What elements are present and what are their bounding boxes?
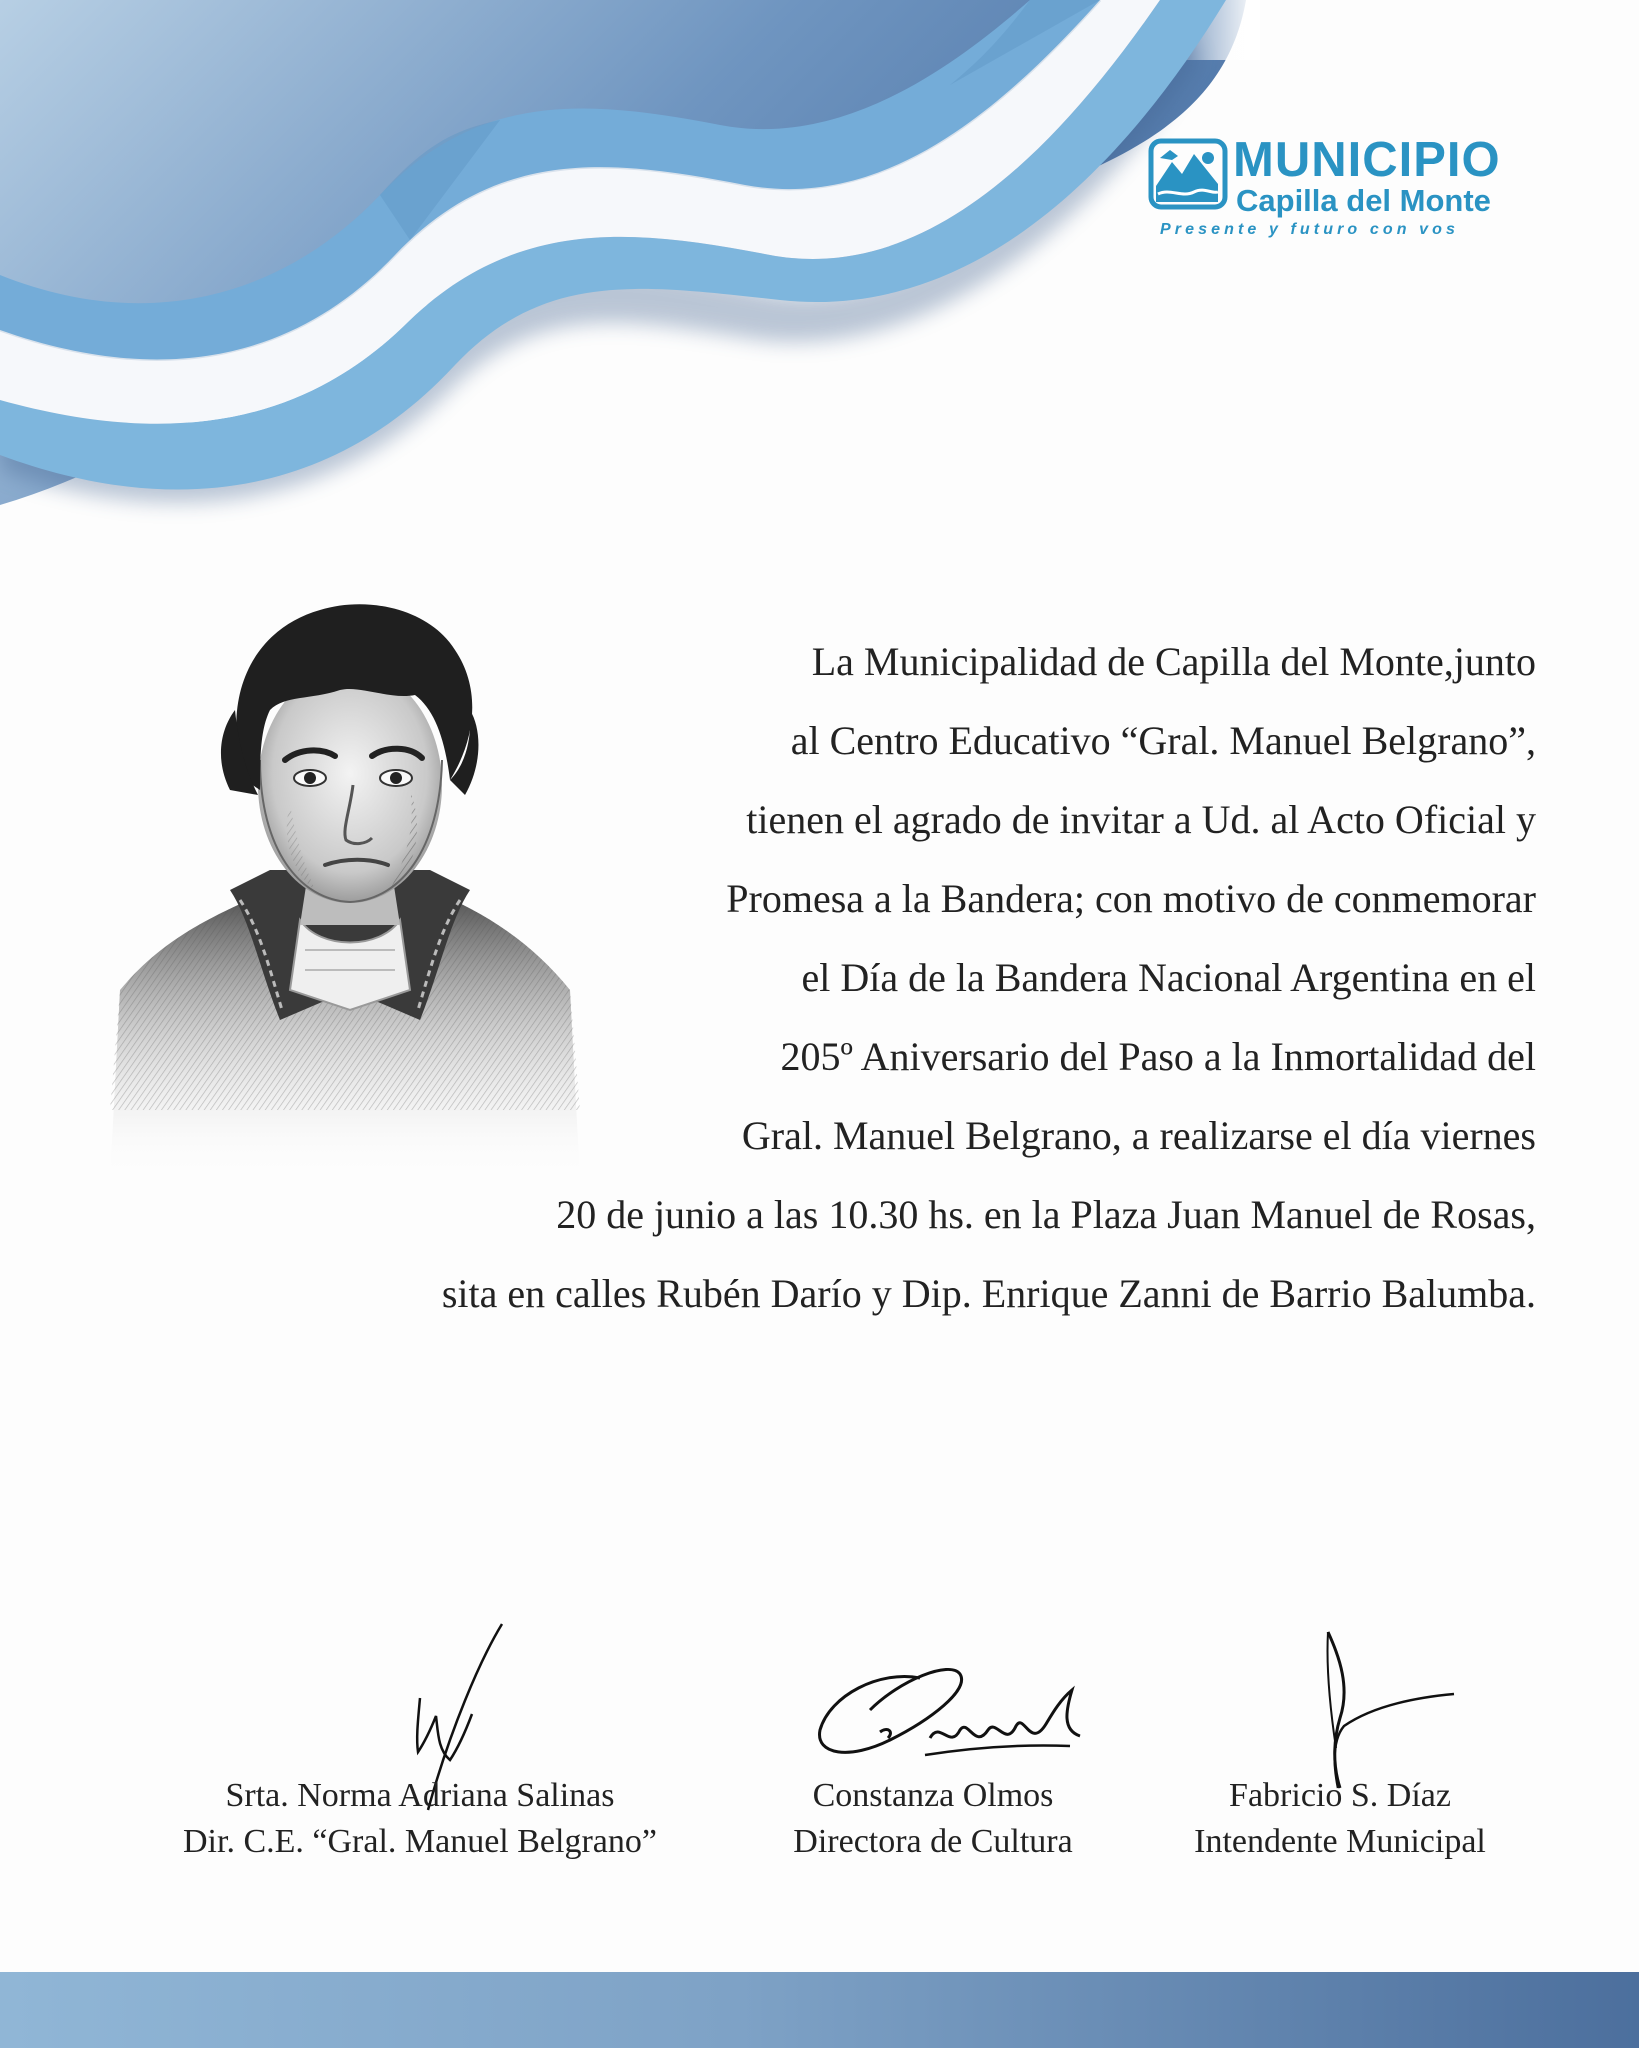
signatory-role: Directora de Cultura (793, 1823, 1073, 1860)
signature-olmos (810, 1660, 1090, 1770)
signatory-name: Constanza Olmos (812, 1777, 1054, 1814)
logo-tagline: Presente y futuro con vos (1160, 221, 1459, 238)
logo-title: MUNICIPIO (1233, 133, 1501, 187)
invitation-line: La Municipalidad de Capilla del Monte,junto (811, 639, 1536, 684)
logo-subtitle: Capilla del Monte (1236, 183, 1491, 218)
invitation-text (136, 622, 1536, 1333)
signatory-salinas (120, 1773, 720, 1865)
signatory-role: Intendente Municipal (1194, 1823, 1486, 1860)
signatory-diaz (1090, 1773, 1590, 1865)
municipio-logo (1148, 132, 1538, 252)
invitation-line: sita en calles Rubén Darío y Dip. Enrique Zanni de Barrio Balumba. (441, 1271, 1536, 1316)
invitation-line: Promesa a la Bandera; con motivo de conmemorar (726, 876, 1536, 921)
invitation-line: tienen el agrado de invitar a Ud. al Acto Oficial y (746, 797, 1536, 842)
footer-bar (0, 1972, 1639, 2048)
signatory-role: Dir. C.E. “Gral. Manuel Belgrano” (183, 1823, 657, 1860)
invitation-line: el Día de la Bandera Nacional Argentina en el (801, 955, 1536, 1000)
invitation-line: 20 de junio a las 10.30 hs. en la Plaza Juan Manuel de Rosas, (556, 1192, 1536, 1237)
invitation-line: Gral. Manuel Belgrano, a realizarse el día viernes (741, 1113, 1536, 1158)
invitation-line: al Centro Educativo “Gral. Manuel Belgrano”, (790, 718, 1536, 763)
signatory-name: Fabricio S. Díaz (1229, 1777, 1451, 1814)
signatory-name: Srta. Norma Adriana Salinas (225, 1777, 615, 1814)
mountain-emblem-icon (1148, 138, 1228, 210)
invitation-line: 205º Aniversario del Paso a la Inmortalidad del (780, 1034, 1536, 1079)
